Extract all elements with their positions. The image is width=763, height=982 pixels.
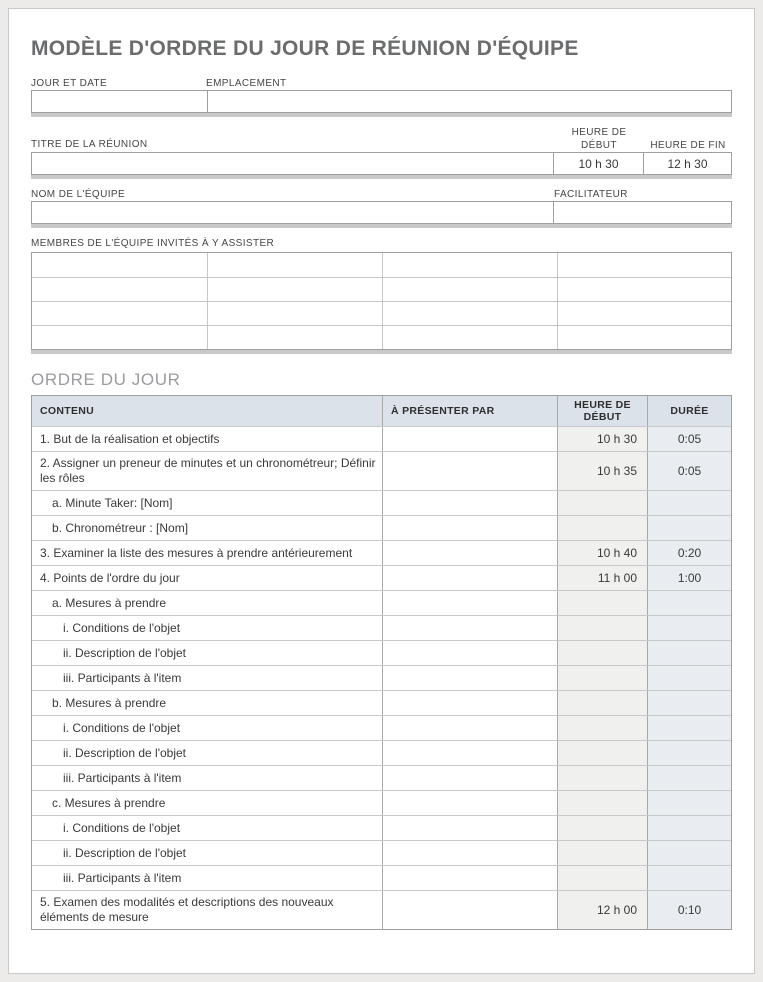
page-title: MODÈLE D'ORDRE DU JOUR DE RÉUNION D'ÉQUIPE (31, 37, 579, 60)
presenter-cell[interactable] (382, 666, 557, 690)
table-row (32, 890, 731, 929)
col-header-presenter: À PRÉSENTER PAR (382, 396, 557, 426)
table-row (32, 840, 731, 865)
content-cell: a. Minute Taker: [Nom] (32, 491, 382, 515)
duration-cell[interactable] (647, 741, 731, 765)
duration-cell[interactable] (647, 841, 731, 865)
start-cell[interactable]: 10 h 35 (557, 452, 647, 490)
table-row (32, 565, 731, 590)
duration-cell[interactable] (647, 641, 731, 665)
member-cell[interactable] (207, 277, 382, 301)
start-cell[interactable]: 11 h 00 (557, 566, 647, 590)
table-row (32, 865, 731, 890)
presenter-cell[interactable] (382, 891, 557, 929)
presenter-cell[interactable] (382, 866, 557, 890)
duration-cell[interactable] (647, 666, 731, 690)
presenter-cell[interactable] (382, 516, 557, 540)
duration-cell[interactable] (647, 791, 731, 815)
team-facilitator-labels (31, 188, 732, 201)
presenter-cell[interactable] (382, 641, 557, 665)
duration-cell[interactable] (647, 816, 731, 840)
start-cell[interactable] (557, 716, 647, 740)
duration-cell[interactable]: 0:20 (647, 541, 731, 565)
col-header-duration: DURÉE (647, 396, 731, 426)
team-name-input[interactable] (32, 202, 553, 223)
duration-cell[interactable] (647, 866, 731, 890)
presenter-cell[interactable] (382, 541, 557, 565)
presenter-cell[interactable] (382, 566, 557, 590)
section-divider (31, 350, 732, 354)
member-cell[interactable] (207, 301, 382, 325)
start-cell[interactable] (557, 516, 647, 540)
team-facilitator-inputs (31, 201, 732, 224)
start-cell[interactable] (557, 816, 647, 840)
member-cell[interactable] (207, 325, 382, 349)
content-cell: iii. Participants à l'item (32, 866, 382, 890)
content-cell: ii. Description de l'objet (32, 741, 382, 765)
content-cell: ii. Description de l'objet (32, 641, 382, 665)
agenda-section-title: ORDRE DU JOUR (31, 370, 181, 389)
team-name-label: NOM DE L'ÉQUIPE (31, 189, 126, 200)
presenter-cell[interactable] (382, 427, 557, 451)
duration-cell[interactable]: 0:05 (647, 427, 731, 451)
presenter-cell[interactable] (382, 841, 557, 865)
table-row (32, 740, 731, 765)
presenter-cell[interactable] (382, 491, 557, 515)
member-cell[interactable] (32, 325, 207, 349)
duration-cell[interactable] (647, 616, 731, 640)
col-header-start: HEURE DE DÉBUT (557, 396, 647, 426)
table-row (32, 765, 731, 790)
presenter-cell[interactable] (382, 716, 557, 740)
member-cell[interactable] (557, 277, 731, 301)
member-cell[interactable] (382, 277, 557, 301)
member-cell[interactable] (557, 325, 731, 349)
start-cell[interactable] (557, 666, 647, 690)
member-cell[interactable] (32, 277, 207, 301)
document-page (8, 8, 755, 974)
start-cell[interactable]: 12 h 00 (557, 891, 647, 929)
start-cell[interactable] (557, 616, 647, 640)
start-cell[interactable] (557, 641, 647, 665)
meeting-title-input[interactable] (32, 153, 553, 174)
start-cell[interactable] (557, 841, 647, 865)
table-row (32, 490, 731, 515)
duration-cell[interactable]: 0:10 (647, 891, 731, 929)
content-cell: i. Conditions de l'objet (32, 816, 382, 840)
duration-cell[interactable] (647, 491, 731, 515)
facilitator-label: FACILITATEUR (554, 189, 628, 200)
content-cell: 5. Examen des modalités et descriptions des nouveaux éléments de mesure (32, 891, 382, 929)
member-cell[interactable] (207, 253, 382, 277)
presenter-cell[interactable] (382, 816, 557, 840)
members-grid (31, 252, 732, 350)
presenter-cell[interactable] (382, 791, 557, 815)
members-label: MEMBRES DE L'ÉQUIPE INVITÉS À Y ASSISTER (31, 238, 275, 249)
duration-cell[interactable]: 1:00 (647, 566, 731, 590)
member-cell[interactable] (557, 301, 731, 325)
content-cell: 1. But de la réalisation et objectifs (32, 427, 382, 451)
title-time-labels (31, 126, 732, 152)
daydate-location-inputs (31, 90, 732, 113)
content-cell: i. Conditions de l'objet (32, 616, 382, 640)
presenter-cell[interactable] (382, 766, 557, 790)
duration-cell[interactable] (647, 766, 731, 790)
meeting-title-label: TITRE DE LA RÉUNION (31, 139, 148, 150)
duration-cell[interactable] (647, 516, 731, 540)
table-row (32, 715, 731, 740)
member-cell[interactable] (382, 301, 557, 325)
agenda-table (31, 395, 732, 930)
table-row (32, 451, 731, 490)
table-row (32, 426, 731, 451)
content-cell: a. Mesures à prendre (32, 591, 382, 615)
col-header-contenu: CONTENU (40, 405, 95, 417)
content-cell: iii. Participants à l'item (32, 766, 382, 790)
table-row (32, 515, 731, 540)
table-row (32, 790, 731, 815)
table-row (32, 540, 731, 565)
start-time-input[interactable]: 10 h 30 (553, 153, 643, 174)
content-cell: ii. Description de l'objet (32, 841, 382, 865)
member-cell[interactable] (557, 253, 731, 277)
start-cell[interactable] (557, 791, 647, 815)
start-cell[interactable] (557, 741, 647, 765)
content-cell: 3. Examiner la liste des mesures à prendre antérieurement (32, 541, 382, 565)
duration-cell[interactable] (647, 716, 731, 740)
end-time-label: HEURE DE FIN (650, 140, 726, 151)
table-row (32, 665, 731, 690)
table-row (32, 590, 731, 615)
table-row (32, 815, 731, 840)
presenter-cell[interactable] (382, 616, 557, 640)
table-row (32, 640, 731, 665)
start-cell[interactable]: 10 h 40 (557, 541, 647, 565)
start-cell[interactable] (557, 491, 647, 515)
location-input[interactable] (207, 91, 731, 112)
duration-cell[interactable]: 0:05 (647, 452, 731, 490)
day-date-input[interactable] (32, 91, 207, 112)
content-cell: c. Mesures à prendre (32, 791, 382, 815)
title-time-inputs (31, 152, 732, 175)
member-cell[interactable] (382, 253, 557, 277)
duration-cell[interactable] (647, 591, 731, 615)
daydate-location-labels (31, 77, 732, 90)
content-cell: i. Conditions de l'objet (32, 716, 382, 740)
member-cell[interactable] (32, 301, 207, 325)
presenter-cell[interactable] (382, 452, 557, 490)
start-cell[interactable] (557, 766, 647, 790)
member-cell[interactable] (32, 253, 207, 277)
table-row (32, 615, 731, 640)
agenda-header-row (32, 396, 731, 426)
location-label: EMPLACEMENT (206, 78, 287, 89)
facilitator-input[interactable] (553, 202, 731, 223)
start-cell[interactable] (557, 691, 647, 715)
start-time-label: HEURE DE DÉBUT (571, 127, 627, 151)
member-cell[interactable] (382, 325, 557, 349)
content-cell: iii. Participants à l'item (32, 666, 382, 690)
presenter-cell[interactable] (382, 691, 557, 715)
duration-cell[interactable] (647, 691, 731, 715)
content-cell: 2. Assigner un preneur de minutes et un chronométreur; Définir les rôles (32, 452, 382, 490)
content-cell: 4. Points de l'ordre du jour (32, 566, 382, 590)
start-cell[interactable] (557, 866, 647, 890)
start-cell[interactable]: 10 h 30 (557, 427, 647, 451)
start-cell[interactable] (557, 591, 647, 615)
presenter-cell[interactable] (382, 741, 557, 765)
content-cell: b. Mesures à prendre (32, 691, 382, 715)
presenter-cell[interactable] (382, 591, 557, 615)
end-time-input[interactable]: 12 h 30 (643, 153, 731, 174)
day-date-label: JOUR ET DATE (31, 78, 108, 89)
table-row (32, 690, 731, 715)
content-cell: b. Chronométreur : [Nom] (32, 516, 382, 540)
